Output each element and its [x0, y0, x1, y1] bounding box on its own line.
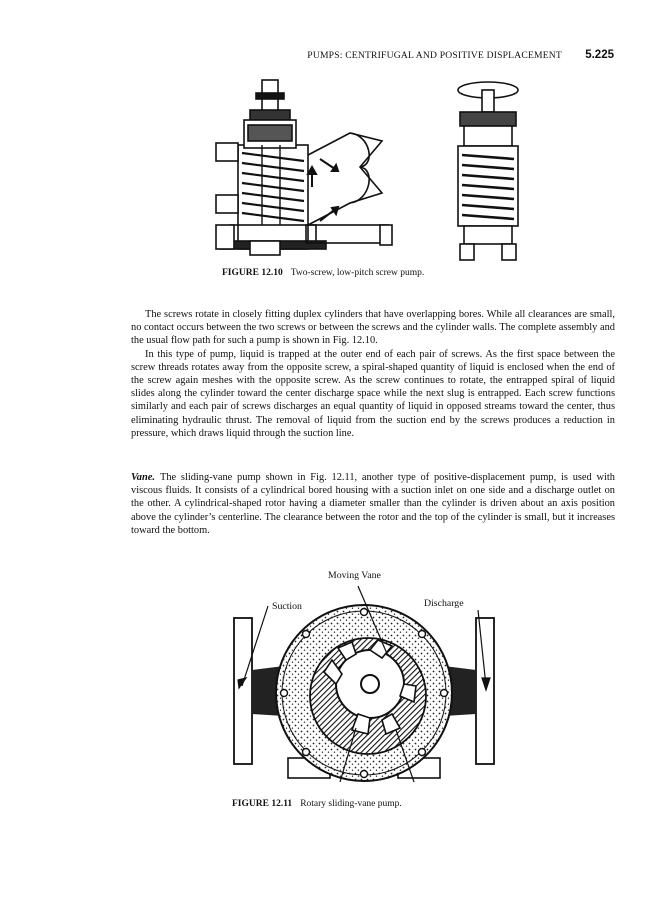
- screw-pump-drawing: [210, 75, 540, 267]
- suction-flange: [234, 618, 252, 764]
- figure-12-11-caption: [232, 799, 402, 809]
- page-number: 5.225: [585, 49, 614, 61]
- figure-12-11: [228, 568, 500, 800]
- moving-vane-label: Moving Vane: [328, 570, 381, 581]
- discharge-flange: [476, 618, 494, 764]
- running-title: PUMPS: CENTRIFUGAL AND POSITIVE DISPLACEMENT: [307, 50, 562, 61]
- figure-12-11-caption-text: Rotary sliding-vane pump.: [300, 799, 402, 809]
- figure-12-10-caption-text: Two-screw, low-pitch screw pump.: [290, 268, 425, 278]
- figure-12-10-label: FIGURE 12.10: [222, 268, 283, 278]
- screw-threads: [242, 153, 304, 221]
- paragraph-2: In this type of pump, liquid is trapped at the outer end of each pair of screws. As the first space between the screw threads rotates away from the opposite screw, a spiral-shaped quantity of liquid is enclosed when the end of the screw again meshes with the opposite screw. As the screw continues to rotate, the entrapped spiral of liquid slides along the cylinder toward the center discharge space while the next slug is entrapped. Each screw functions similarly and each pair of screws discharges an equal quantity of liquid in opposed streams toward the center, thus eliminating hydraulic thrust. The removal of liquid from the suction end by the screws produces a reduction in pressure, which draws liquid through the suction line.: [131, 348, 615, 439]
- figure-12-11-label: FIGURE 12.11: [232, 799, 293, 809]
- figure-12-10-caption: [222, 268, 424, 278]
- suction-label: Suction: [272, 601, 302, 612]
- vane-text: The sliding-vane pump shown in Fig. 12.11, another type of positive-displacement pump, is used with viscous fluids. It consists of a cylindrical bored housing with a suction inlet on one side and a discharge outlet on the other. A cylindrical-shaped rotor having a diameter smaller than the cylinder is driven about an axis position above the cylinder’s centerline. The clearance between the rotor and the top of the cylinder is small, but it increases toward the bottom.: [131, 472, 615, 536]
- screw-pump-text: [131, 308, 615, 440]
- paragraph-1: The screws rotate in closely fitting duplex cylinders that have overlapping bores. While all clearances are small, no contact occurs between the two screws or between the screws and the cylinder walls. The complete assembly and the usual flow path for such a pump is shown in Fig. 12.10.: [131, 309, 615, 347]
- vane-section: [131, 471, 615, 537]
- pump-external-view: [458, 82, 518, 260]
- vane-heading: Vane.: [131, 472, 155, 483]
- vane-paragraph: [131, 471, 615, 537]
- running-head: [130, 50, 614, 66]
- figure-12-10: [210, 75, 540, 267]
- discharge-label: Discharge: [424, 598, 464, 609]
